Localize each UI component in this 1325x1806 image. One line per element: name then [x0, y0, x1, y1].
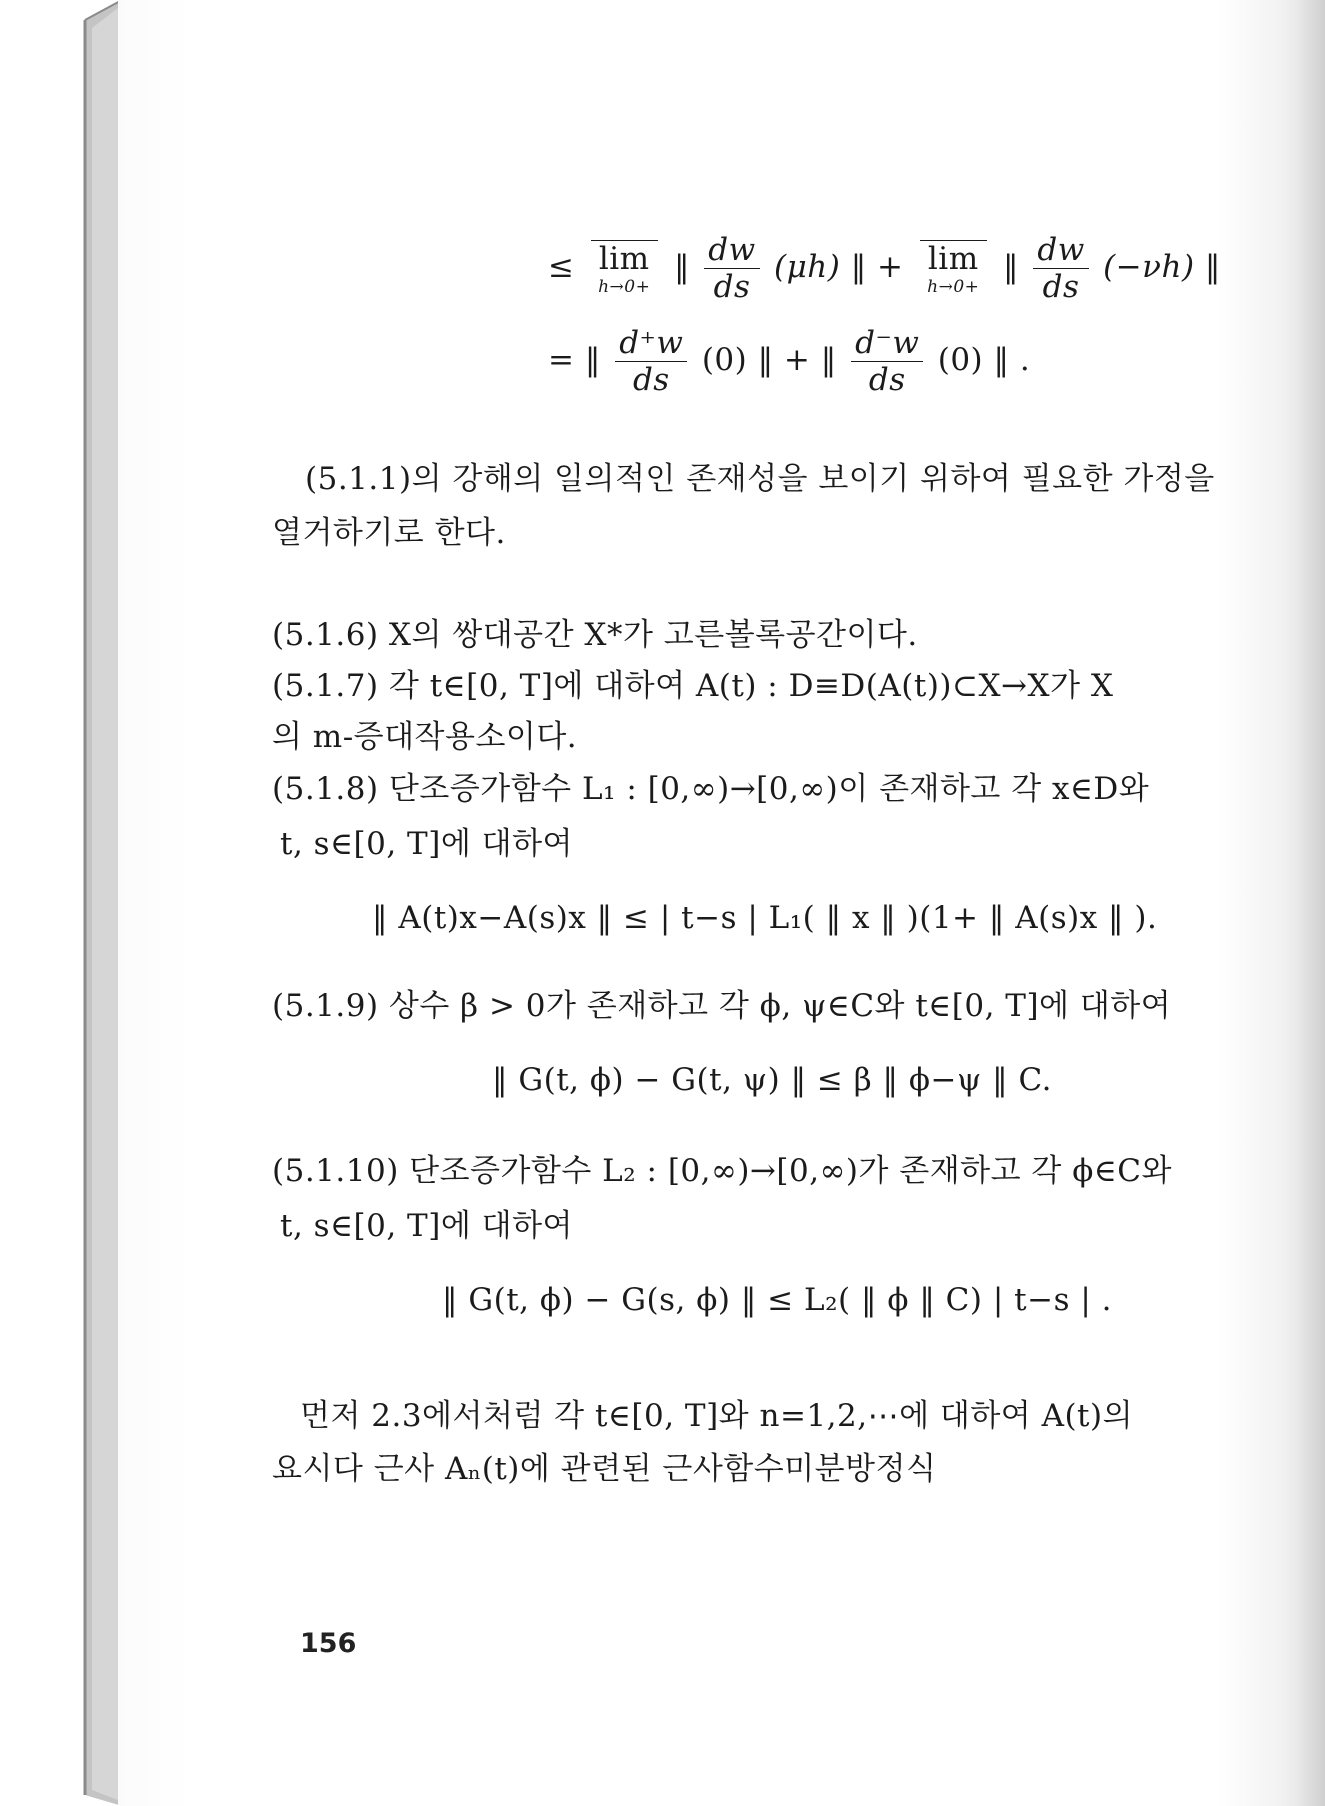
- arg-nu-h: (−νh) ‖: [1103, 249, 1221, 285]
- paragraph-1-line-1: (5.1.1)의 강해의 일의적인 존재성을 보이기 위하여 필요한 가정을: [305, 461, 1215, 497]
- assumption-5-1-7-line-1: (5.1.7) 각 t∈[0, T]에 대하여 A(t) : D≡D(A(t))⊂X→X가 X: [272, 668, 1114, 704]
- fraction-dw-ds-2: $\frac{dw}{ds}$: [1033, 232, 1088, 305]
- limsup-operator-2: lim h→0+: [920, 240, 987, 297]
- paragraph-2-line-1: 먼저 2.3에서처럼 각 t∈[0, T]와 n=1,2,⋯에 대하여 A(t)의: [300, 1398, 1134, 1434]
- assumption-5-1-9-line-1: (5.1.9) 상수 β > 0가 존재하고 각 ϕ, ψ∈C와 t∈[0, T]에 대하여: [272, 988, 1172, 1024]
- equation-line-2: = ‖ $\frac{d^+w}{ds}$ (0) ‖ + ‖ $\frac{d^-w}{ds}$ (0) ‖ .: [548, 325, 1031, 398]
- fraction-d-plus-w: $\frac{d^+w}{ds}$: [615, 325, 687, 398]
- assumption-5-1-7-line-2: 의 m-증대작용소이다.: [272, 719, 578, 755]
- assumption-5-1-6: (5.1.6) X의 쌍대공간 X*가 고른볼록공간이다.: [272, 617, 918, 653]
- paragraph-2-line-2: 요시다 근사 Aₙ(t)에 관련된 근사함수미분방정식: [272, 1451, 937, 1487]
- fraction-dw-ds: $\frac{dw}{ds}$: [704, 232, 759, 305]
- assumption-5-1-8-equation: ‖ A(t)x−A(s)x ‖ ≤ | t−s | L₁( ‖ x ‖ )(1+ ‖ A(s)x ‖ ).: [372, 900, 1158, 936]
- limsup-operator: lim h→0+: [591, 240, 658, 297]
- assumption-5-1-10-line-2: t, s∈[0, T]에 대하여: [280, 1208, 573, 1244]
- equation-line-1: ≤ lim h→0+ ‖ $\frac{dw}{ds}$ (μh) ‖ + lim h→0+ ‖ $\frac{dw}{ds}$ (−νh) ‖: [548, 232, 1221, 305]
- arg-mu-h: (μh) ‖ +: [774, 249, 904, 285]
- leq-symbol: ≤: [548, 249, 575, 285]
- assumption-5-1-8-line-1: (5.1.8) 단조증가함수 L₁ : [0,∞)→[0,∞)이 존재하고 각 x∈D와: [272, 771, 1150, 807]
- assumption-5-1-10-line-1: (5.1.10) 단조증가함수 L₂ : [0,∞)→[0,∞)가 존재하고 각 ϕ∈C와: [272, 1153, 1172, 1189]
- equals-norm: = ‖: [548, 342, 601, 378]
- assumption-5-1-9-equation: ‖ G(t, ϕ) − G(t, ψ) ‖ ≤ β ‖ ϕ−ψ ‖ C.: [492, 1062, 1052, 1098]
- assumption-5-1-10-equation: ‖ G(t, ϕ) − G(s, ϕ) ‖ ≤ L₂( ‖ ϕ ‖ C) | t−s | .: [442, 1282, 1112, 1318]
- page-number: 156: [300, 1628, 357, 1659]
- paragraph-1-line-2: 열거하기로 한다.: [272, 515, 506, 551]
- assumption-5-1-8-line-2: t, s∈[0, T]에 대하여: [280, 826, 573, 862]
- fraction-d-minus-w: $\frac{d^-w}{ds}$: [851, 325, 923, 398]
- page-edge-shadow: [1300, 0, 1325, 1806]
